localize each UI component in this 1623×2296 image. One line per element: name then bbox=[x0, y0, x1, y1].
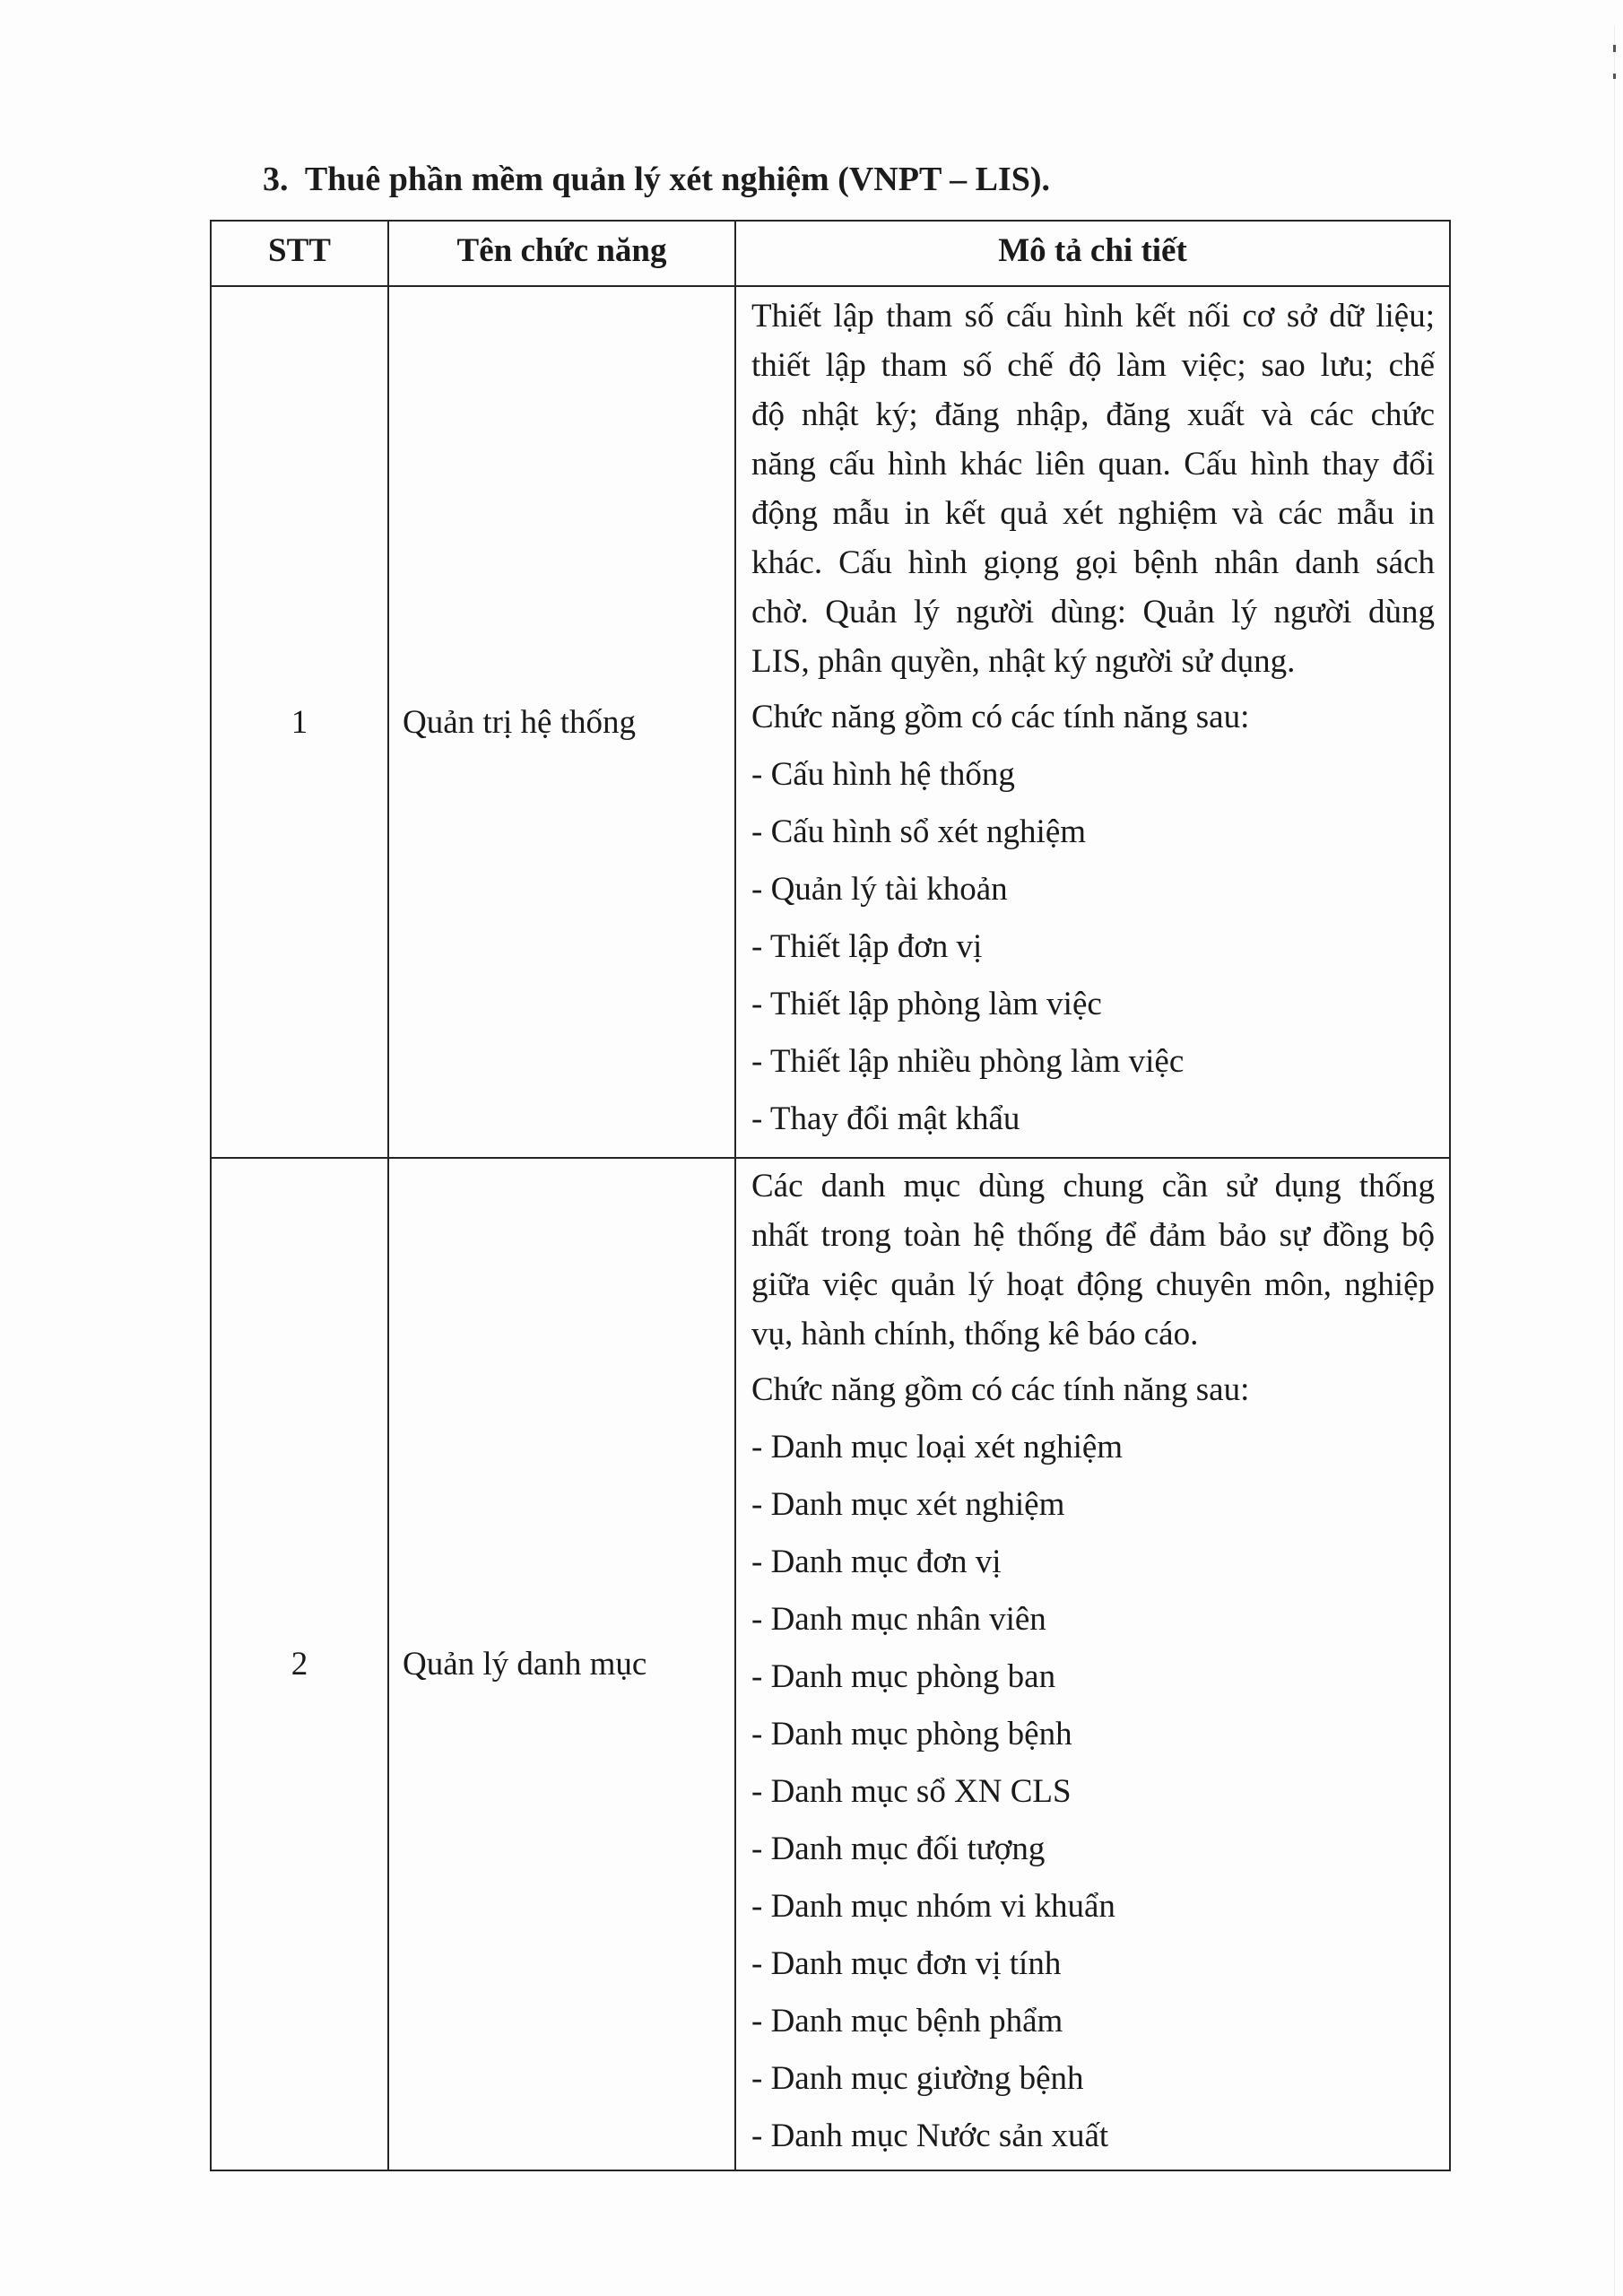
feature-item: - Cấu hình sổ xét nghiệm bbox=[751, 813, 1087, 850]
feature-item: - Thiết lập nhiều phòng làm việc bbox=[751, 1043, 1185, 1080]
features-list bbox=[751, 1361, 1435, 2165]
paragraph-line: Các danh mục dùng chung cần sử dụng thống bbox=[751, 1168, 1435, 1205]
feature-item: - Danh mục sổ XN CLS bbox=[751, 1773, 1072, 1810]
feature-item: - Danh mục nhân viên bbox=[751, 1601, 1046, 1638]
paragraph-line: năng cấu hình khác liên quan. Cấu hình thay đổi bbox=[751, 446, 1435, 483]
feature-item: - Danh mục đơn vị tính bbox=[751, 1945, 1062, 1982]
feature-item: - Danh mục Nước sản xuất bbox=[751, 2118, 1109, 2154]
scan-mark bbox=[1613, 45, 1616, 52]
features-table bbox=[210, 220, 1451, 2171]
paragraph-line: vụ, hành chính, thống kê báo cáo. bbox=[751, 1316, 1199, 1352]
row-stt bbox=[212, 287, 389, 1157]
paragraph-line: chờ. Quản lý người dùng: Quản lý người dùng bbox=[751, 594, 1435, 631]
row-description bbox=[736, 1159, 1449, 2170]
paragraph-line: giữa việc quản lý hoạt động chuyên môn, nghiệp bbox=[751, 1266, 1435, 1303]
feature-item: - Thiết lập đơn vị bbox=[751, 928, 983, 965]
paragraph-line: động mẫu in kết quả xét nghiệm và các mẫu in bbox=[751, 495, 1435, 532]
paragraph-line: khác. Cấu hình giọng gọi bệnh nhân danh sách bbox=[751, 544, 1435, 581]
feature-item: - Quản lý tài khoản bbox=[751, 871, 1008, 908]
feature-item: - Danh mục đơn vị bbox=[751, 1544, 1002, 1580]
features-list bbox=[751, 689, 1435, 1148]
feature-item: - Danh mục loại xét nghiệm bbox=[751, 1429, 1124, 1465]
header-stt: STT bbox=[212, 222, 389, 285]
description-paragraph bbox=[751, 1161, 1435, 1359]
row-function-name-text: Quản trị hệ thống bbox=[403, 703, 636, 741]
table-header-row bbox=[212, 222, 1449, 287]
feature-item: - Danh mục bệnh phẩm bbox=[751, 2003, 1063, 2039]
table-row bbox=[212, 1159, 1449, 2170]
paragraph-line: thiết lập tham số chế độ làm việc; sao lưu; chế bbox=[751, 347, 1435, 384]
feature-item: - Danh mục phòng ban bbox=[751, 1658, 1056, 1695]
row-function-name bbox=[389, 287, 736, 1157]
row-function-name bbox=[389, 1159, 736, 2170]
feature-item: - Cấu hình hệ thống bbox=[751, 756, 1015, 793]
feature-item: - Danh mục xét nghiệm bbox=[751, 1486, 1065, 1523]
header-description: Mô tả chi tiết bbox=[998, 232, 1187, 269]
row-stt-value: 2 bbox=[291, 1646, 308, 1683]
feature-item: - Thiết lập phòng làm việc bbox=[751, 986, 1102, 1022]
feature-item: - Danh mục giường bệnh bbox=[751, 2060, 1084, 2097]
features-intro: Chức năng gồm có các tính năng sau: bbox=[751, 699, 1250, 735]
feature-item: - Thay đổi mật khẩu bbox=[751, 1100, 1020, 1137]
header-function-name: Tên chức năng bbox=[389, 222, 736, 285]
feature-item: - Danh mục phòng bệnh bbox=[751, 1716, 1072, 1752]
scan-mark bbox=[1613, 74, 1616, 79]
paragraph-line: độ nhật ký; đăng nhập, đăng xuất và các chức bbox=[751, 396, 1435, 433]
section-title: 3. Thuê phần mềm quản lý xét nghiệm (VNPT – LIS). bbox=[263, 161, 1051, 198]
feature-item: - Danh mục nhóm vi khuẩn bbox=[751, 1888, 1115, 1925]
paragraph-line: LIS, phân quyền, nhật ký người sử dụng. bbox=[751, 643, 1296, 680]
features-intro: Chức năng gồm có các tính năng sau: bbox=[751, 1371, 1250, 1408]
scan-edge-line bbox=[1614, 25, 1615, 2296]
feature-item: - Danh mục đối tượng bbox=[751, 1831, 1046, 1867]
row-function-name-text: Quản lý danh mục bbox=[403, 1646, 647, 1683]
row-stt bbox=[212, 1159, 389, 2170]
table-row bbox=[212, 287, 1449, 1159]
description-paragraph bbox=[751, 291, 1435, 686]
row-stt-value: 1 bbox=[291, 703, 308, 741]
paragraph-line: nhất trong toàn hệ thống để đảm bảo sự đồng bộ bbox=[751, 1217, 1435, 1254]
paragraph-line: Thiết lập tham số cấu hình kết nối cơ sở dữ liệu; bbox=[751, 298, 1435, 335]
row-description bbox=[736, 287, 1449, 1157]
